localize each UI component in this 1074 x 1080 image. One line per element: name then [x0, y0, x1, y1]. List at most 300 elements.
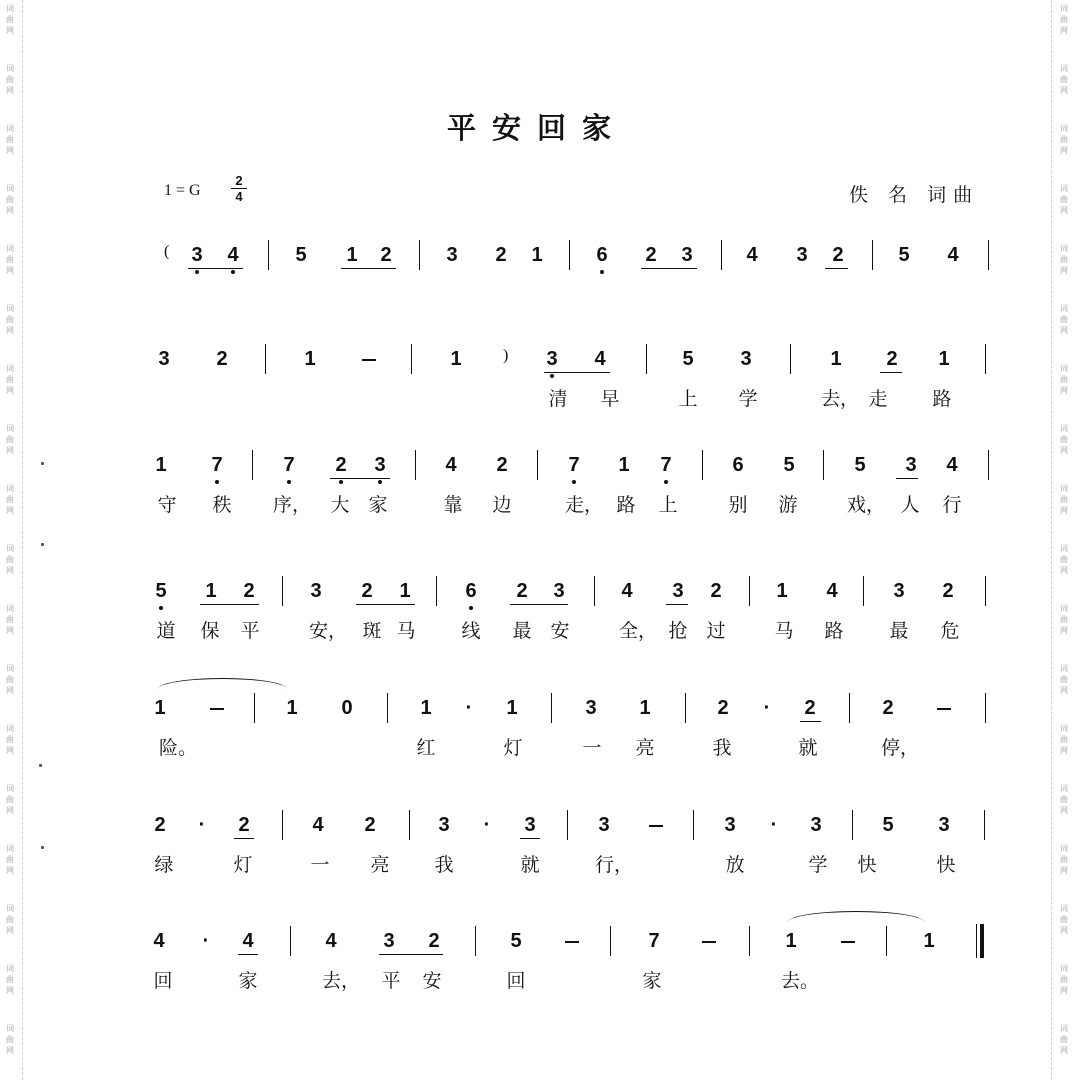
- watermark-char: 网: [6, 386, 14, 395]
- watermark-char: 网: [1060, 386, 1068, 395]
- bar-line: [268, 240, 269, 270]
- watermark-char: 词: [1060, 64, 1068, 73]
- bar-line: [693, 810, 694, 840]
- watermark-char: 曲: [6, 195, 14, 204]
- lyric-syllable: 学: [808, 854, 828, 876]
- watermark-char: 词: [1060, 1024, 1068, 1033]
- bar-line: [409, 810, 410, 840]
- bar-line: [419, 240, 420, 270]
- lyric-syllable: 放: [725, 854, 745, 876]
- lyric-syllable: 危: [940, 620, 960, 642]
- eighth-beam: [825, 268, 848, 269]
- lyric-syllable: 清: [548, 388, 568, 410]
- note: 2: [154, 814, 166, 836]
- lyric-syllable: 走: [868, 388, 888, 410]
- note: 2: [882, 697, 894, 719]
- bar-line: [863, 576, 864, 606]
- note: 1: [639, 697, 651, 719]
- watermark-char: 网: [6, 986, 14, 995]
- lyric-syllable: 我: [434, 854, 454, 876]
- augmentation-dot: ·: [202, 930, 210, 952]
- watermark-char: 词: [1060, 4, 1068, 13]
- bar-line: [749, 926, 750, 956]
- lyric-syllable: 马: [774, 620, 794, 642]
- watermark-char: 曲: [6, 975, 14, 984]
- bar-line: [265, 344, 266, 374]
- lyric-syllable: 亮: [370, 854, 390, 876]
- watermark-char: 曲: [6, 255, 14, 264]
- note: 6: [593, 244, 611, 266]
- eighth-beam: [544, 372, 610, 373]
- lyric-syllable: 斑: [362, 620, 382, 642]
- note: 3: [524, 814, 536, 836]
- lyric-syllable: 路: [616, 494, 636, 516]
- time-denominator: 4: [235, 189, 243, 204]
- watermark-char: 曲: [1060, 435, 1068, 444]
- watermark-char: 网: [1060, 206, 1068, 215]
- song-title: 平安回家: [446, 111, 627, 145]
- lyric-syllable: 边: [492, 494, 512, 516]
- watermark-char: 网: [6, 566, 14, 575]
- watermark-char: 网: [6, 926, 14, 935]
- note: 5: [682, 348, 694, 370]
- watermark-char: 网: [6, 86, 14, 95]
- bar-line: [411, 344, 412, 374]
- bar-line: [646, 344, 647, 374]
- watermark-char: 曲: [1060, 915, 1068, 924]
- watermark-char: 词: [6, 484, 14, 493]
- watermark-char: 词: [6, 844, 14, 853]
- lyric-syllable: 回: [506, 970, 526, 992]
- lyric-syllable: 抢: [668, 620, 688, 642]
- watermark-char: 曲: [1060, 735, 1068, 744]
- bar-line: [415, 450, 416, 480]
- watermark-char: 词: [6, 4, 14, 13]
- watermark-char: 网: [6, 446, 14, 455]
- lyric-syllable: 别: [728, 494, 748, 516]
- lyric-syllable: 行: [942, 494, 962, 516]
- note: 0: [341, 697, 353, 719]
- note: 2: [942, 580, 954, 602]
- watermark-char: 词: [6, 544, 14, 553]
- bar-line: [702, 450, 703, 480]
- note: 1: [155, 454, 167, 476]
- bar-line: [985, 693, 986, 723]
- watermark-char: 曲: [6, 615, 14, 624]
- note: 1: [830, 348, 842, 370]
- bar-line: [721, 240, 722, 270]
- note: 1: [154, 697, 166, 719]
- watermark-char: 曲: [1060, 795, 1068, 804]
- lyric-syllable: 游: [778, 494, 798, 516]
- extension-dash: [210, 708, 224, 710]
- lyric-syllable: 路: [932, 388, 952, 410]
- time-signature: [231, 173, 247, 204]
- note: 5: [783, 454, 795, 476]
- lyric-syllable: 我: [712, 737, 732, 759]
- note: 1: [450, 348, 462, 370]
- watermark-char: 网: [6, 1046, 14, 1055]
- bar-line: [984, 810, 985, 840]
- eighth-beam: [330, 478, 390, 479]
- note: 3: [553, 580, 565, 602]
- watermark-char: 词: [6, 244, 14, 253]
- watermark-char: 曲: [6, 555, 14, 564]
- note: 1: [286, 697, 298, 719]
- lyric-syllable: 最: [512, 620, 532, 642]
- watermark-char: 曲: [6, 735, 14, 744]
- eighth-beam: [341, 268, 396, 269]
- watermark-char: 词: [1060, 604, 1068, 613]
- watermark-char: 曲: [1060, 675, 1068, 684]
- note: 1: [420, 697, 432, 719]
- watermark-char: 网: [1060, 986, 1068, 995]
- watermark-char: 词: [1060, 664, 1068, 673]
- watermark-char: 网: [1060, 686, 1068, 695]
- lyric-syllable: 险。: [159, 737, 198, 759]
- eighth-beam: [356, 604, 415, 605]
- extension-dash: [937, 708, 951, 710]
- watermark-char: 网: [6, 746, 14, 755]
- note: 6: [732, 454, 744, 476]
- bar-line: [985, 576, 986, 606]
- watermark-char: 网: [1060, 326, 1068, 335]
- watermark-char: 曲: [1060, 375, 1068, 384]
- watermark-char: 曲: [1060, 495, 1068, 504]
- watermark-char: 曲: [6, 75, 14, 84]
- watermark-char: 词: [6, 184, 14, 193]
- watermark-char: 词: [1060, 304, 1068, 313]
- parenthesis: (: [164, 243, 170, 260]
- lyric-syllable: 回: [153, 970, 173, 992]
- augmentation-dot: ·: [763, 697, 771, 719]
- note: 3: [672, 580, 684, 602]
- watermark-char: 词: [1060, 964, 1068, 973]
- note: 3: [371, 454, 389, 476]
- watermark-char: 词: [6, 664, 14, 673]
- watermark-char: 词: [6, 64, 14, 73]
- lyric-syllable: 保: [200, 620, 220, 642]
- bar-line: [282, 810, 283, 840]
- augmentation-dot: ·: [198, 814, 206, 836]
- lyric-syllable: 安: [422, 970, 442, 992]
- eighth-beam: [666, 604, 688, 605]
- note: 7: [280, 454, 298, 476]
- watermark-char: 曲: [1060, 255, 1068, 264]
- tie-arc: [158, 678, 287, 689]
- note: 2: [332, 454, 350, 476]
- lyric-syllable: 线: [461, 620, 481, 642]
- lyric-syllable: 灯: [503, 737, 523, 759]
- note: 2: [496, 454, 508, 476]
- watermark-char: 曲: [6, 435, 14, 444]
- watermark-char: 网: [1060, 566, 1068, 575]
- watermark-char: 曲: [1060, 1035, 1068, 1044]
- watermark-char: 网: [1060, 266, 1068, 275]
- watermark-char: 词: [1060, 904, 1068, 913]
- watermark-char: 网: [1060, 806, 1068, 815]
- note: 7: [657, 454, 675, 476]
- lyric-syllable: 人: [900, 494, 920, 516]
- note: 3: [543, 348, 561, 370]
- watermark-char: 网: [6, 626, 14, 635]
- bar-line: [254, 693, 255, 723]
- note: 2: [216, 348, 228, 370]
- note: 5: [510, 930, 522, 952]
- note: 3: [158, 348, 170, 370]
- watermark-char: 曲: [1060, 855, 1068, 864]
- bar-line: [685, 693, 686, 723]
- augmentation-dot: ·: [483, 814, 491, 836]
- watermark-char: 曲: [6, 855, 14, 864]
- note: 3: [310, 580, 322, 602]
- watermark-char: 曲: [1060, 615, 1068, 624]
- lyric-syllable: 守: [157, 494, 177, 516]
- extension-dash: [362, 359, 376, 361]
- watermark-char: 网: [1060, 146, 1068, 155]
- watermark-char: 曲: [1060, 315, 1068, 324]
- watermark-char: 词: [6, 424, 14, 433]
- watermark-char: 网: [1060, 446, 1068, 455]
- lyric-syllable: 路: [824, 620, 844, 642]
- note: 7: [208, 454, 226, 476]
- note: 3: [598, 814, 610, 836]
- watermark-char: 网: [1060, 626, 1068, 635]
- eighth-beam: [188, 268, 243, 269]
- lyric-syllable: 快: [857, 854, 877, 876]
- right-watermark-strip: [1051, 0, 1074, 1080]
- note: 3: [740, 348, 752, 370]
- watermark-char: 网: [6, 266, 14, 275]
- bar-line: [886, 926, 887, 956]
- watermark-char: 词: [6, 1024, 14, 1033]
- note: 5: [295, 244, 307, 266]
- note: 1: [776, 580, 788, 602]
- bar-line: [436, 576, 437, 606]
- lyric-syllable: 安: [550, 620, 570, 642]
- lyric-syllable: 快: [936, 854, 956, 876]
- lyric-syllable: 上: [658, 494, 678, 516]
- lyric-syllable: 全，: [619, 620, 658, 642]
- augmentation-dot: ·: [465, 697, 473, 719]
- note: 1: [506, 697, 518, 719]
- eighth-beam: [520, 838, 540, 839]
- note: 5: [898, 244, 910, 266]
- lyric-syllable: 行，: [595, 854, 634, 876]
- lyric-syllable: 一: [582, 737, 602, 759]
- note: 2: [238, 814, 250, 836]
- note: 1: [346, 244, 358, 266]
- bar-line: [551, 693, 552, 723]
- eighth-beam: [379, 954, 443, 955]
- watermark-char: 词: [1060, 124, 1068, 133]
- lyric-syllable: 去。: [781, 970, 820, 992]
- eighth-beam: [238, 954, 258, 955]
- watermark-char: 词: [6, 304, 14, 313]
- composer-credit: 佚 名 词曲: [849, 184, 980, 206]
- note: 1: [938, 348, 950, 370]
- extension-dash: [841, 941, 855, 943]
- note: 3: [438, 814, 450, 836]
- lyric-syllable: 灯: [233, 854, 253, 876]
- lyric-syllable: 去，: [821, 388, 860, 410]
- lyric-syllable: 走，: [565, 494, 604, 516]
- watermark-char: 网: [6, 146, 14, 155]
- bar-line: [252, 450, 253, 480]
- lyric-syllable: 最: [889, 620, 909, 642]
- note: 3: [938, 814, 950, 836]
- note: 3: [810, 814, 822, 836]
- watermark-char: 词: [1060, 844, 1068, 853]
- watermark-char: 曲: [6, 135, 14, 144]
- watermark-char: 网: [1060, 26, 1068, 35]
- watermark-char: 网: [1060, 926, 1068, 935]
- bar-line: [475, 926, 476, 956]
- watermark-char: 曲: [1060, 75, 1068, 84]
- watermark-char: 曲: [6, 795, 14, 804]
- bar-line: [988, 240, 989, 270]
- watermark-char: 曲: [6, 375, 14, 384]
- note: 2: [717, 697, 729, 719]
- note: 1: [785, 930, 797, 952]
- note: 3: [905, 454, 917, 476]
- note: 4: [946, 454, 958, 476]
- augmentation-dot: ·: [770, 814, 778, 836]
- watermark-char: 网: [6, 866, 14, 875]
- note: 7: [565, 454, 583, 476]
- lyric-syllable: 就: [798, 737, 818, 759]
- note: 4: [153, 930, 165, 952]
- final-bar-line: [976, 924, 984, 958]
- lyric-syllable: 马: [396, 620, 416, 642]
- watermark-char: 网: [1060, 866, 1068, 875]
- note: 3: [724, 814, 736, 836]
- note: 3: [796, 244, 808, 266]
- note: 2: [832, 244, 844, 266]
- lyric-syllable: 上: [678, 388, 698, 410]
- time-numerator: 2: [235, 173, 243, 188]
- note: 5: [152, 580, 170, 602]
- note: 4: [224, 244, 242, 266]
- note: 4: [594, 348, 606, 370]
- parenthesis: ): [503, 347, 509, 364]
- bar-line: [852, 810, 853, 840]
- bar-line: [387, 693, 388, 723]
- eighth-beam: [641, 268, 697, 269]
- lyric-syllable: 家: [642, 970, 662, 992]
- lyric-syllable: 家: [368, 494, 388, 516]
- bar-line: [749, 576, 750, 606]
- bar-line: [610, 926, 611, 956]
- note: 3: [681, 244, 693, 266]
- watermark-char: 曲: [6, 315, 14, 324]
- watermark-char: 词: [6, 724, 14, 733]
- bar-line: [823, 450, 824, 480]
- note: 3: [585, 697, 597, 719]
- note: 1: [399, 580, 411, 602]
- eighth-beam: [200, 604, 259, 605]
- bar-line: [985, 344, 986, 374]
- lyric-syllable: 亮: [635, 737, 655, 759]
- note: 4: [325, 930, 337, 952]
- lyric-syllable: 绿: [154, 854, 174, 876]
- watermark-char: 词: [6, 604, 14, 613]
- eighth-beam: [800, 721, 821, 722]
- eighth-beam: [234, 838, 254, 839]
- bar-line: [290, 926, 291, 956]
- lyric-syllable: 学: [738, 388, 758, 410]
- lyric-syllable: 一: [310, 854, 330, 876]
- lyric-syllable: 过: [706, 620, 726, 642]
- note: 2: [645, 244, 657, 266]
- note: 1: [531, 244, 543, 266]
- watermark-char: 词: [1060, 364, 1068, 373]
- lyric-syllable: 早: [600, 388, 620, 410]
- note: 2: [886, 348, 898, 370]
- note: 3: [188, 244, 206, 266]
- bar-line: [569, 240, 570, 270]
- eighth-beam: [896, 478, 918, 479]
- watermark-char: 网: [6, 206, 14, 215]
- tie-arc: [788, 911, 924, 922]
- lyric-syllable: 停，: [881, 737, 920, 759]
- note: 1: [923, 930, 935, 952]
- lyric-syllable: 戏，: [847, 494, 886, 516]
- eighth-beam: [510, 604, 568, 605]
- key-signature: 1 = G: [164, 182, 201, 199]
- watermark-char: 词: [1060, 484, 1068, 493]
- note: 2: [495, 244, 507, 266]
- note: 4: [242, 930, 254, 952]
- note: 4: [445, 454, 457, 476]
- lyric-syllable: 家: [238, 970, 258, 992]
- bar-line: [872, 240, 873, 270]
- scan-speck: [41, 462, 44, 465]
- note: 5: [882, 814, 894, 836]
- scan-speck: [41, 846, 44, 849]
- note: 5: [854, 454, 866, 476]
- extension-dash: [702, 941, 716, 943]
- bar-line: [849, 693, 850, 723]
- watermark-char: 曲: [1060, 555, 1068, 564]
- lyric-syllable: 就: [520, 854, 540, 876]
- lyric-syllable: 红: [416, 737, 436, 759]
- lyric-syllable: 靠: [443, 494, 463, 516]
- note: 3: [893, 580, 905, 602]
- note: 7: [648, 930, 660, 952]
- note: 4: [947, 244, 959, 266]
- lyric-syllable: 去，: [322, 970, 361, 992]
- bar-line: [537, 450, 538, 480]
- watermark-char: 词: [1060, 424, 1068, 433]
- note: 2: [516, 580, 528, 602]
- watermark-char: 曲: [6, 675, 14, 684]
- note: 2: [243, 580, 255, 602]
- note: 2: [804, 697, 816, 719]
- scan-speck: [39, 764, 42, 767]
- watermark-char: 词: [1060, 544, 1068, 553]
- watermark-char: 曲: [6, 915, 14, 924]
- lyric-syllable: 安，: [309, 620, 348, 642]
- note: 1: [205, 580, 217, 602]
- note: 4: [312, 814, 324, 836]
- watermark-char: 曲: [1060, 15, 1068, 24]
- watermark-char: 词: [6, 904, 14, 913]
- note: 2: [380, 244, 392, 266]
- note: 2: [428, 930, 440, 952]
- note: 1: [304, 348, 316, 370]
- watermark-char: 曲: [6, 1035, 14, 1044]
